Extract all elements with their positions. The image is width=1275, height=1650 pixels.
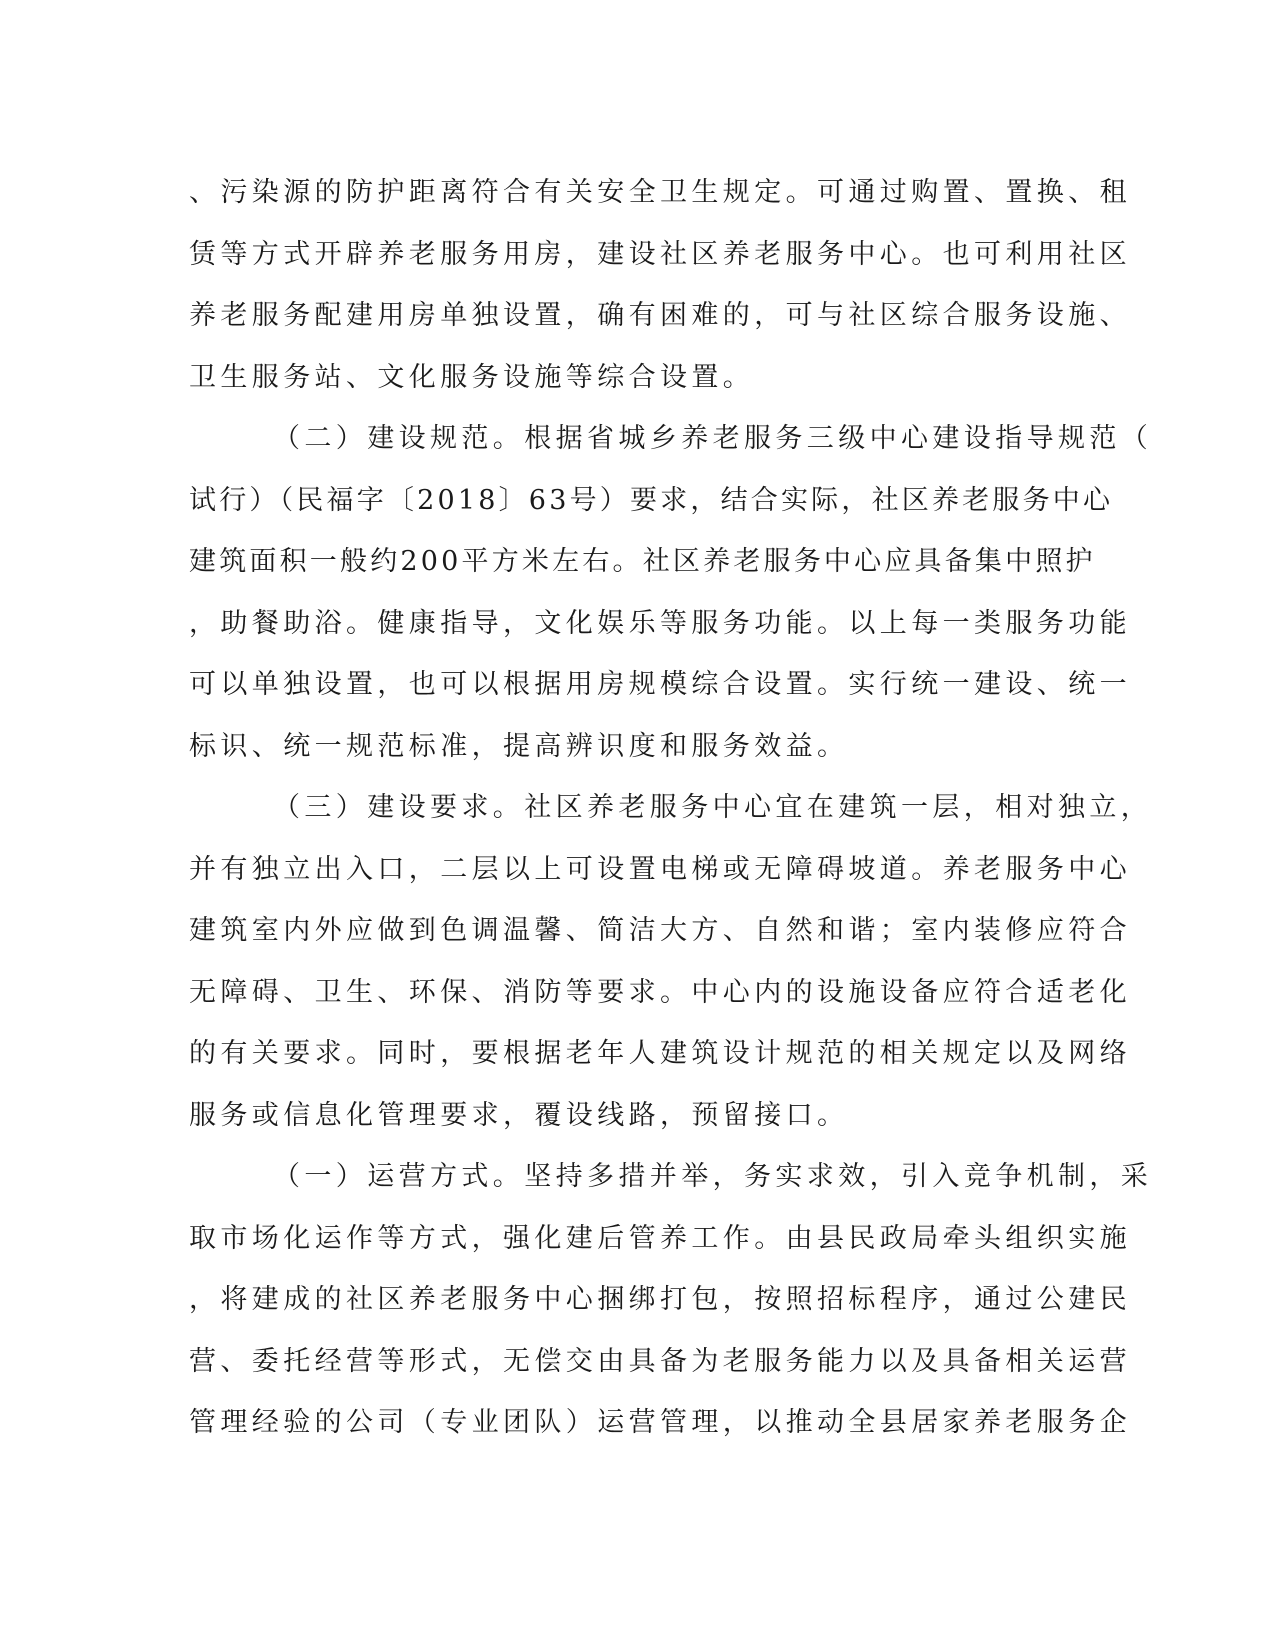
text-line: 建筑室内外应做到色调温馨、简洁大方、自然和谐；室内装修应符合	[189, 915, 1131, 946]
paragraph-operation-mode	[189, 1146, 1153, 1454]
text-line: 建筑面积一般约200平方米左右。社区养老服务中心应具备集中照护	[189, 546, 1096, 577]
text-line: （三）建设要求。社区养老服务中心宜在建筑一层，相对独立，	[273, 792, 1153, 823]
text-line: 可以单独设置，也可以根据用房规模综合设置。实行统一建设、统一	[189, 669, 1131, 700]
text-line: 的有关要求。同时，要根据老年人建筑设计规范的相关规定以及网络	[189, 1038, 1131, 1069]
text-line: 标识、统一规范标准，提高辨识度和服务效益。	[189, 730, 849, 762]
text-line: ，助餐助浴。健康指导，文化娱乐等服务功能。以上每一类服务功能	[189, 607, 1131, 639]
paragraph-site-selection	[189, 162, 1131, 408]
text-line: 试行）（民福字〔2018〕63号）要求，结合实际，社区养老服务中心	[189, 484, 1114, 516]
document-body	[189, 162, 1153, 1454]
text-line: （二）建设规范。根据省城乡养老服务三级中心建设指导规范（	[273, 423, 1153, 454]
text-line: ，将建成的社区养老服务中心捆绑打包，按照招标程序，通过公建民	[189, 1284, 1131, 1315]
text-line: 营、委托经营等形式，无偿交由具备为老服务能力以及具备相关运营	[189, 1345, 1131, 1377]
text-line: 取市场化运作等方式，强化建后管养工作。由县民政局牵头组织实施	[189, 1222, 1131, 1254]
text-line: 无障碍、卫生、环保、消防等要求。中心内的设施设备应符合适老化	[189, 976, 1131, 1008]
text-line: 服务或信息化管理要求，覆设线路，预留接口。	[189, 1099, 849, 1131]
text-line: 管理经验的公司（专业团队）运营管理，以推动全县居家养老服务企	[189, 1407, 1131, 1438]
text-line: 并有独立出入口，二层以上可设置电梯或无障碍坡道。养老服务中心	[189, 853, 1131, 885]
text-line: 、污染源的防护距离符合有关安全卫生规定。可通过购置、置换、租	[189, 177, 1131, 208]
text-line: 卫生服务站、文化服务设施等综合设置。	[189, 361, 755, 393]
text-line: （一）运营方式。坚持多措并举，务实求效，引入竞争机制，采	[273, 1161, 1153, 1192]
paragraph-construction-requirements	[189, 777, 1153, 1146]
paragraph-construction-standards	[189, 408, 1153, 777]
text-line: 养老服务配建用房单独设置，确有困难的，可与社区综合服务设施、	[189, 300, 1131, 331]
text-line: 赁等方式开辟养老服务用房，建设社区养老服务中心。也可利用社区	[189, 238, 1131, 270]
